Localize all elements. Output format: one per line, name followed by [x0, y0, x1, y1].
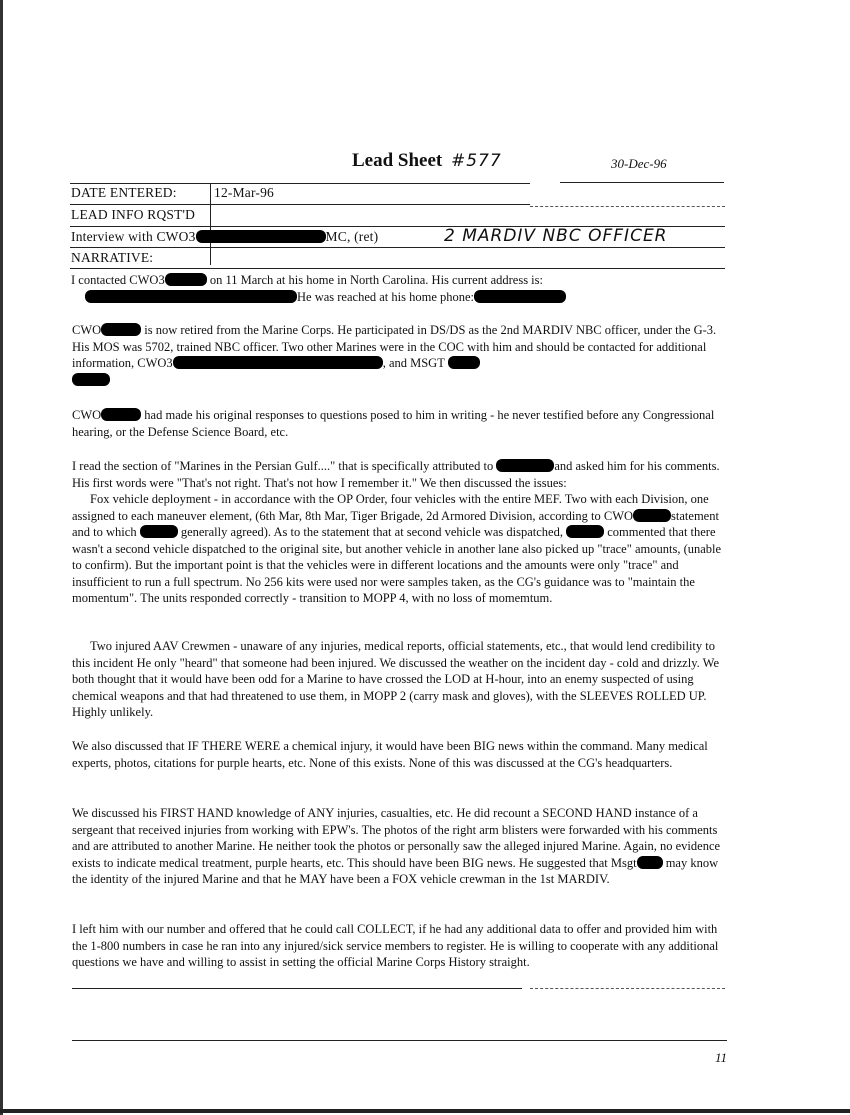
paragraph-6: [72, 638, 724, 721]
narrative-line-1: [71, 272, 723, 305]
interview-row: [71, 229, 378, 245]
p8-text-a: We discussed his FIRST HAND knowledge of ANY injuries, casualties, etc. He did recount a SECOND HAND instance of a sergeant that received injuries from working with EPW's. The photos of the right arm blisters were forwarded with his comments and are attributed to another Marine. He neither took the photos or personally saw the alleged injured Marine. Again, no evidence exists to indicate medical treatment, purple hearts, etc. This should have been BIG news. He suggested that Msgt: [72, 806, 721, 870]
form-top-rule: [70, 183, 530, 184]
header-date: 30-Dec-96: [611, 156, 667, 171]
p5-text-b: statement and to which: [72, 508, 719, 539]
p2-text-a: CWO: [72, 323, 102, 337]
p4-text-b: and asked him for his comments. His first words were "That's not right. That's not how I remember it." We then discussed the issues:: [72, 459, 720, 490]
p1-text-b: on 11 March at his home in North Carolina. His current address is:: [209, 273, 543, 287]
lead-info-label: LEAD INFO RQST'D: [71, 207, 196, 222]
redaction: [72, 373, 110, 386]
p7-text: We also discussed that IF THERE WERE a chemical injury, it would have been BIG news within the command. Many medical experts, photos, citations for purple hearts, etc. None of this exists. None of this was discussed at the CG's headquarters.: [72, 739, 708, 770]
redaction: [101, 323, 141, 336]
page-number: 11: [715, 1050, 728, 1065]
narrative-end-rule: [72, 988, 522, 989]
interview-label: Interview with CWO3: [71, 229, 196, 244]
date-entered-value: 12-Mar-96: [214, 185, 275, 200]
p5-text-d: commented that there wasn't a second vehicle dispatched to the original site, but another vehicle in another lane also picked up "trace" amounts, (unable to confirm). But the important point is that the vehicles were in different locations and the amounts were only "trace" and insufficient to run a full spectrum. No 256 kits were used nor were samples taken, as the CG's guidance was to "maintain the momentum". The units responded correctly - transition to MOPP 4, with no loss of momemtum.: [72, 525, 722, 605]
date-entered-dash: [530, 206, 725, 207]
footer-rule: [72, 1040, 727, 1041]
redaction: [474, 290, 566, 303]
row4-rule: [70, 268, 725, 269]
row3-rule: [70, 247, 725, 248]
p3-text-b: had made his original responses to questions posed to him in writing - he never testified before any Congressional hearing, or the Defense Science Board, etc.: [72, 408, 715, 439]
redaction: [566, 525, 604, 538]
redaction: [448, 356, 480, 369]
page-left-edge: [0, 0, 3, 1115]
p9-text: I left him with our number and offered that he could call COLLECT, if he had any additional data to offer and provided him with the 1-800 numbers in case he ran into any injured/sick service members to register. He is willing to cooperate with any additional questions we have and willing to assist in setting the official Marine Corps History straight.: [72, 922, 719, 969]
interview-handwritten: 2 MARDIV NBC OFFICER: [444, 226, 668, 246]
lead-sheet-title: [352, 150, 502, 172]
redaction: [165, 273, 207, 286]
lead-number-handwritten: #577: [451, 151, 502, 171]
p1-text-c: He was reached at his home phone:: [297, 289, 475, 304]
date-entered-label: DATE ENTERED:: [71, 185, 177, 200]
paragraph-9: [72, 921, 724, 971]
p5-text-c: generally agreed). As to the statement that at second vehicle was dispatched,: [180, 525, 563, 539]
redaction: [633, 509, 671, 522]
redaction: [196, 230, 326, 243]
paragraph-5: [72, 491, 724, 607]
header-rule: [560, 182, 724, 183]
p2-text-b: is now retired from the Marine Corps. He participated in DS/DS as the 2nd MARDIV NBC officer, under the G-3. His MOS was 5702, trained NBC officer. Two other Marines were in the COC with him and should be contacted for additional information, CWO3: [72, 323, 717, 370]
narrative-end-dash: [530, 988, 725, 989]
paragraph-2: [72, 322, 724, 388]
p3-text-a: CWO: [72, 408, 102, 422]
redaction: [173, 356, 383, 369]
redaction: [140, 525, 178, 538]
row1-rule: [70, 204, 530, 205]
paragraph-3: [72, 407, 724, 440]
paragraph-8: [72, 805, 724, 888]
p6-text: Two injured AAV Crewmen - unaware of any injuries, medical reports, official statements, etc., that would lend credibility to this incident He only "heard" that someone had been injured. We discussed the weather on the incident day - cold and drizzly. We both thought that it would have been odd for a Marine to have crossed the LOD at H-hour, into an enemy suspected of using chemical weapons and that had threatened to use them, in MOPP 2 (carry mask and gloves), with the SLEEVES ROLLED UP. Highly unlikely.: [72, 639, 720, 719]
title-text: Lead Sheet: [352, 150, 443, 171]
paragraph-4: [72, 458, 724, 491]
redaction: [85, 290, 297, 303]
p1-text-a: I contacted CWO3: [71, 273, 165, 287]
redaction: [101, 408, 141, 421]
p4-text-a: I read the section of "Marines in the Persian Gulf...." that is specifically attributed to: [72, 459, 494, 473]
p8-text-b: may know the identity of the injured Marine and that he MAY have been a FOX vehicle crewman in the 1st MARDIV.: [72, 855, 719, 886]
date-entered-divider: [210, 183, 211, 265]
p5-text-a: Fox vehicle deployment - in accordance with the OP Order, four vehicles with the entire MEF. Two with each Division, one assigned to each maneuver element, (6th Mar, 8th Mar, Tiger Brigade, 2d Armored Division, according to CWO: [72, 492, 709, 523]
page-bottom-edge: [0, 1109, 850, 1113]
narrative-label: NARRATIVE:: [71, 250, 154, 265]
redaction: [496, 459, 554, 472]
redaction: [637, 856, 663, 869]
interview-suffix: MC, (ret): [325, 229, 379, 244]
p2-text-c: , and MSGT: [382, 356, 445, 370]
paragraph-7: [72, 738, 724, 771]
